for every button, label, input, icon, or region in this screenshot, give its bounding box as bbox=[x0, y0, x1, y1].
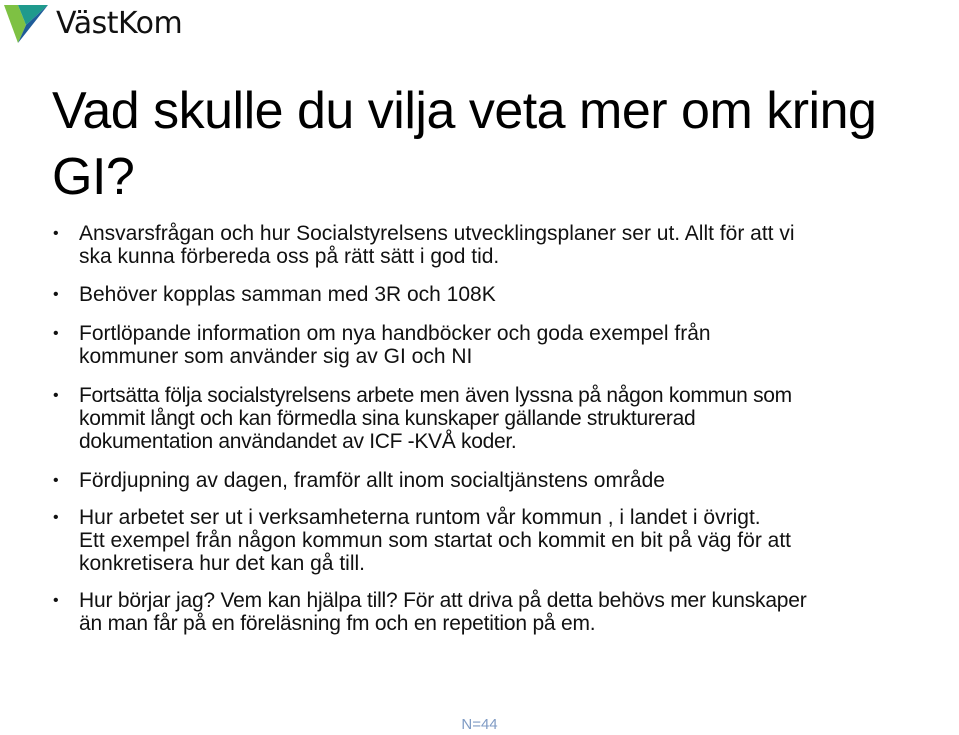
bullet-list bbox=[52, 222, 957, 635]
page-title: Vad skulle du vilja veta mer om kring GI? bbox=[52, 82, 877, 206]
bullet-dot-icon: • bbox=[53, 509, 59, 526]
bullet-item bbox=[52, 222, 957, 268]
vastkom-v-icon bbox=[4, 5, 48, 43]
bullet-dot-icon: • bbox=[53, 387, 59, 404]
footer-note: N=44 bbox=[461, 716, 498, 733]
bullet-item bbox=[52, 506, 957, 575]
bullet-line: än man får på en föreläsning fm och en repetition på em. bbox=[79, 612, 596, 635]
bullet-item bbox=[52, 283, 957, 306]
bullet-item bbox=[52, 469, 957, 492]
bullet-item bbox=[52, 384, 957, 453]
bullet-dot-icon: • bbox=[53, 592, 59, 609]
bullet-line: Ansvarsfrågan och hur Socialstyrelsens utvecklingsplaner ser ut. Allt för att vi bbox=[79, 222, 795, 245]
bullet-line: kommit långt och kan förmedla sina kunskaper gällande strukturerad bbox=[79, 407, 696, 430]
bullet-line: Hur börjar jag? Vem kan hjälpa till? För att driva på detta behövs mer kunskaper bbox=[79, 589, 807, 612]
logo-text: VästKom bbox=[56, 6, 183, 41]
bullet-item bbox=[52, 589, 957, 635]
bullet-line: ska kunna förbereda oss på rätt sätt i god tid. bbox=[79, 245, 500, 268]
bullet-line: Fördjupning av dagen, framför allt inom socialtjänstens område bbox=[79, 469, 665, 492]
bullet-line: kommuner som använder sig av GI och NI bbox=[79, 345, 473, 368]
bullet-line: Ett exempel från någon kommun som startat och kommit en bit på väg för att bbox=[79, 529, 792, 552]
bullet-line: konkretisera hur det kan gå till. bbox=[79, 552, 365, 575]
bullet-line: Hur arbetet ser ut i verksamheterna runtom vår kommun , i landet i övrigt. bbox=[79, 506, 761, 529]
bullet-dot-icon: • bbox=[53, 325, 59, 342]
bullet-dot-icon: • bbox=[53, 225, 59, 242]
bullet-line: Behöver kopplas samman med 3R och 108K bbox=[79, 283, 496, 306]
bullet-line: Fortlöpande information om nya handböcker och goda exempel från bbox=[79, 322, 711, 345]
bullet-item bbox=[52, 322, 957, 368]
bullet-line: dokumentation användandet av ICF -KVÅ koder. bbox=[79, 430, 517, 453]
bullet-line: Fortsätta följa socialstyrelsens arbete men även lyssna på någon kommun som bbox=[79, 384, 792, 407]
bullet-dot-icon: • bbox=[53, 286, 59, 303]
bullet-dot-icon: • bbox=[53, 472, 59, 489]
vastkom-logo bbox=[4, 5, 182, 43]
